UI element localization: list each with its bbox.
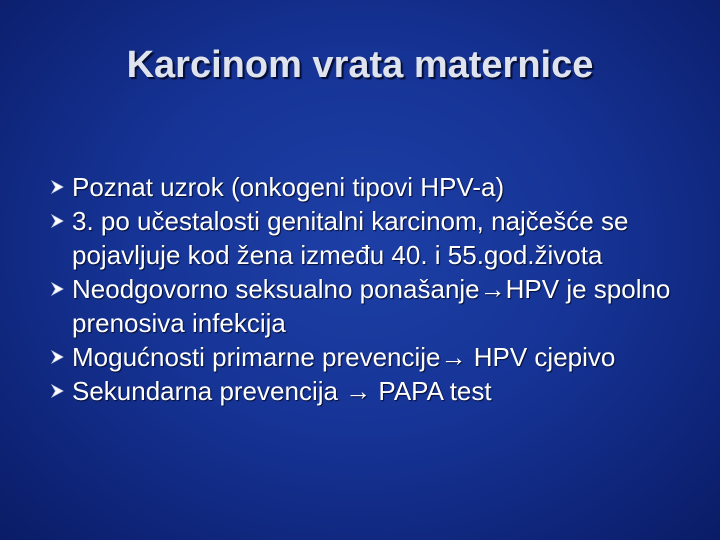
bullet-item	[50, 170, 700, 204]
bullet-text: Poznat uzrok (onkogeni tipovi HPV-a)	[72, 172, 505, 202]
bullet-text: Sekundarna prevencija → PAPA test	[72, 376, 492, 406]
bullet-text: Mogućnosti primarne prevencije→ HPV cjepivo	[72, 342, 616, 372]
slide-title: Karcinom vrata maternice	[126, 44, 594, 86]
bullet-list	[50, 170, 700, 408]
arrowhead-bullet-icon	[50, 170, 68, 204]
arrowhead-bullet-icon	[50, 374, 68, 408]
bullet-item	[50, 340, 700, 374]
arrowhead-bullet-icon	[50, 204, 68, 238]
arrowhead-bullet-icon	[50, 340, 68, 374]
bullet-item	[50, 272, 700, 340]
bullet-item	[50, 204, 700, 272]
bullet-text: Neodgovorno seksualno ponašanje→HPV je spolno prenosiva infekcija	[72, 274, 671, 338]
arrowhead-bullet-icon	[50, 272, 68, 306]
bullet-item	[50, 374, 700, 408]
bullet-text: 3. po učestalosti genitalni karcinom, najčešće se pojavljuje kod žena između 40. i 55.god.života	[72, 206, 629, 270]
